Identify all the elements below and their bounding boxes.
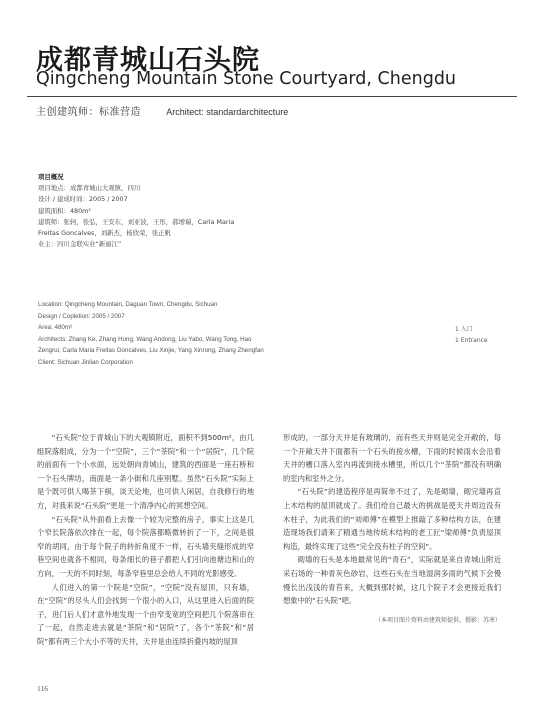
caption-english: 1 Entrance [455,337,488,344]
title-english: Qingcheng Mountain Stone Courtyard, Chengdu [36,69,457,89]
project-info-line: Area: 480m² [38,324,73,332]
project-info-line: Zengrui, Carla Maria Freitas Goncalves, Liu Xinjie, Yang Xinrong, Zhang Zhengfan [38,347,264,355]
project-info-line: 设计 / 建成时间：2005 / 2007 [38,195,128,204]
body-paragraph: “石头院”的建造程序是再简单不过了，先是砌墙，砌完墙再直上木结构的屋顶就成了。我们给自己最大的挑战是使天井周边没有木柱子，为此我们的“刘师傅”在模型上推敲了多种结构方法，在建造现场我们请来了精通当地传统木结构的老工匠“梁师傅”负责屋顶构造，最终实现了这些“完全没有柱子的空间”。 [283,487,501,551]
project-info-line: 项目地点：成都青城山大观镇，四川 [38,184,141,193]
project-info-line: Location: Qingcheng Mountain, Daguan Town, Chengdu, Sichuan [38,301,218,308]
body-paragraph: 砌墙的石头是本地最常见的“青石”，实际就是来自青城山附近采石场的一种青灰色砂岩，这些石头在当地湿润多雨的气候下会慢慢长出浅浅的青苔来，大概到那时候，这几个院子才会更接近我们想象中的“石头院”吧。 [283,555,501,606]
project-info-line: Freitas Goncalves，刘新杰，杨欣荣，张正帆 [38,229,172,238]
project-info-line: 建筑师：张轲，张弘，王安东，刘亚波，王彤，郝增瑞，Carla Maria [38,217,235,226]
title-divider [27,96,517,97]
architect-chinese: 主创建筑师：标准营造 [36,107,141,118]
body-paragraph: “石头院”位于青城山下的大观镇附近，面积不到500m²，由几组院落组成，分为一个“空院”，三个“茶院”和一个“居院”，几个院的前面有一个小水面，远处朝向青城山，建筑的西面是一座石桥和一个石头牌坊，南面是一条小街和几座别墅。虽然“石头院”实际上是个既可供人喝茶下棋，谈天论地，也可供人闲居，自我修行的地方，对我来说“石头院”更是一个清净内心的冥想空间。 [37,433,254,510]
body-column-right [283,431,501,627]
caption-chinese: 1 入口 [455,326,473,333]
body-paragraph: 人们进入的第一个院是“空院”，“空院”没有屋顶，只有墙，在“空院”的尽头人们会找到一个很小的入口，从这里进入后面的院子，进门后人们才意外地发现一个由窄变宽的空间把几个院落串在了一起，自然走进去就是“茶院”和“居院”了，各个“茶院”和“居院”都有两三个大小不等的天井，天井是由连续折叠内坡的屋顶 [37,582,254,646]
architect-line [36,103,288,118]
figure-caption [455,324,488,346]
page-number: 116 [37,684,48,693]
title-chinese: 成都青城山石头院 [36,45,260,76]
project-info-line: 建筑面积：480m² [38,206,91,215]
project-info-heading: 项目概况 [38,173,64,181]
body-paragraph: 形成的，一部分天井是有玻璃的，而有些天井则是完全开敞的，每一个开敞天井下面都有一个石头的接水槽，下雨的时候雨水会沿着天井的槽口落入室内再流到接水槽里，所以几个“茶院”都没有明确的室内和室外之分。 [283,433,501,483]
project-info-chinese [38,172,278,250]
project-info-line: Architects: Zhang Ke, Zhang Hong, Wang Andong, Liu Yabo, Wang Tong, Hao [38,335,252,343]
project-info-english [38,299,278,369]
photo-credit: （本项目图片资料由建筑师提供，摄影：苏寒） [374,616,501,624]
project-info-line: Client: Sichuan Jinlian Corporation [38,358,133,366]
body-paragraph: “石头院”从外面看上去像一个较为完整的房子，事实上这是几个窄长院落依次排在一起，每个院落都略微转折了一下，之间是很窄的胡同，由于每个院子的转折角度不一样，石头墙夹缝形成的窄巷空间也就各不相同，每条细长的巷子都把人们引向池塘边和山的方向，一天的不同时刻，每条窄巷里总会给人不同的光影感受。 [37,514,254,578]
project-info-line: Design / Copletion: 2005 / 2007 [38,312,125,320]
body-column-left [37,431,254,649]
project-info-line: 业主：四川金联实业“新丽江” [38,240,122,249]
architect-english: Architect: standardarchitecture [166,107,289,117]
